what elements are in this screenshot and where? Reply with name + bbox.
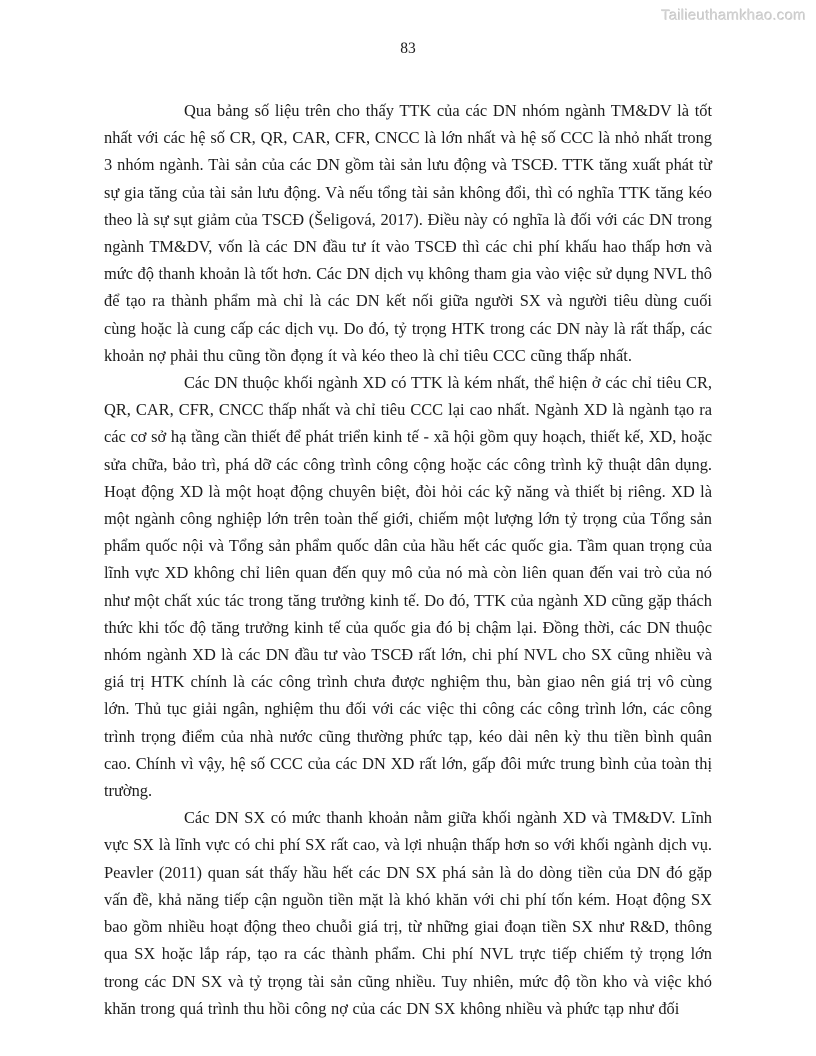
paragraph-xd-liquidity: Các DN thuộc khối ngành XD có TTK là kém nhất, thể hiện ở các chỉ tiêu CR, QR, CAR, CFR, CNCC thấp nhất và chỉ tiêu CCC lại cao nhất. Ngành XD là ngành tạo ra các cơ sở hạ tầng cần thiết để phát triển kinh tế - xã hội gồm quy hoạch, thiết kế, XD, hoặc sửa chữa, bảo trì, phá dỡ các công trình công cộng hoặc các công trình kỹ thuật dân dụng. Hoạt động XD là một hoạt động chuyên biệt, đòi hỏi các kỹ năng và thiết bị riêng. XD là một ngành công nghiệp lớn trên toàn thế giới, chiếm một lượng lớn tỷ trọng của Tổng sản phẩm quốc nội và Tổng sản phẩm quốc dân của hầu hết các quốc gia. Tầm quan trọng của lĩnh vực XD không chỉ liên quan đến quy mô của nó mà còn liên quan đến vai trò của nó như một chất xúc tác trong tăng trưởng kinh tế. Do đó, TTK của ngành XD cũng gặp thách thức khi tốc độ tăng trưởng kinh tế của quốc gia đó bị chậm lại. Đồng thời, các DN thuộc nhóm ngành XD là các DN đầu tư vào TSCĐ rất lớn, chi phí NVL cho SX cũng nhiều và giá trị HTK chính là các công trình chưa được nghiệm thu, bàn giao nên giá trị vô cùng lớn. Thủ tục giải ngân, nghiệm thu đối với các việc thi công các công trình lớn, các công trình trọng điểm của nhà nước cũng thường phức tạp, kéo dài nên kỳ thu tiền bình quân cao. Chính vì vậy, hệ số CCC của các DN XD rất lớn, gấp đôi mức trung bình của toàn thị trường. [104, 373, 712, 801]
document-body [104, 97, 712, 1022]
page-number: 83 [400, 40, 416, 57]
paragraph-sx-liquidity: Các DN SX có mức thanh khoản nằm giữa khối ngành XD và TM&DV. Lĩnh vực SX là lĩnh vực có chi phí SX rất cao, và lợi nhuận thấp hơn so với khối ngành dịch vụ. Peavler (2011) quan sát thấy hầu hết các DN SX phá sản là do dòng tiền của DN đó gặp vấn đề, khả năng tiếp cận nguồn tiền mặt là khó khăn với chi phí tốn kém. Hoạt động SX bao gồm nhiều hoạt động theo chuỗi giá trị, từ những giai đoạn tiền SX như R&D, thông qua SX hoặc lắp ráp, tạo ra các thành phẩm. Chi phí NVL trực tiếp chiếm tỷ trọng lớn trong các DN SX và tỷ trọng tài sản cũng nhiều. Tuy nhiên, mức độ tồn kho và việc khó khăn trong quá trình thu hồi công nợ của các DN SX không nhiều và phức tạp như đối [104, 808, 712, 1018]
watermark-text: Tailieuthamkhao.com [661, 7, 806, 24]
paragraph-tmdv-liquidity: Qua bảng số liệu trên cho thấy TTK của các DN nhóm ngành TM&DV là tốt nhất với các hệ số CR, QR, CAR, CFR, CNCC là lớn nhất và hệ số CCC là nhỏ nhất trong 3 nhóm ngành. Tài sản của các DN gồm tài sản lưu động và TSCĐ. TTK tăng xuất phát từ sự gia tăng của tài sản lưu động. Và nếu tổng tài sản không đổi, thì có nghĩa TTK tăng kéo theo là sự sụt giảm của TSCĐ (Šeligová, 2017). Điều này có nghĩa là đối với các DN trong ngành TM&DV, vốn là các DN đầu tư ít vào TSCĐ thì các chi phí khấu hao thấp hơn và mức độ thanh khoản là tốt hơn. Các DN dịch vụ không tham gia vào việc sử dụng NVL thô để tạo ra thành phẩm mà chỉ là các DN kết nối giữa người SX và người tiêu dùng cuối cùng hoặc là cung cấp các dịch vụ. Do đó, tỷ trọng HTK trong các DN này là rất thấp, các khoản nợ phải thu cũng tồn đọng ít và kéo theo là chỉ tiêu CCC cũng thấp nhất. [104, 101, 712, 365]
